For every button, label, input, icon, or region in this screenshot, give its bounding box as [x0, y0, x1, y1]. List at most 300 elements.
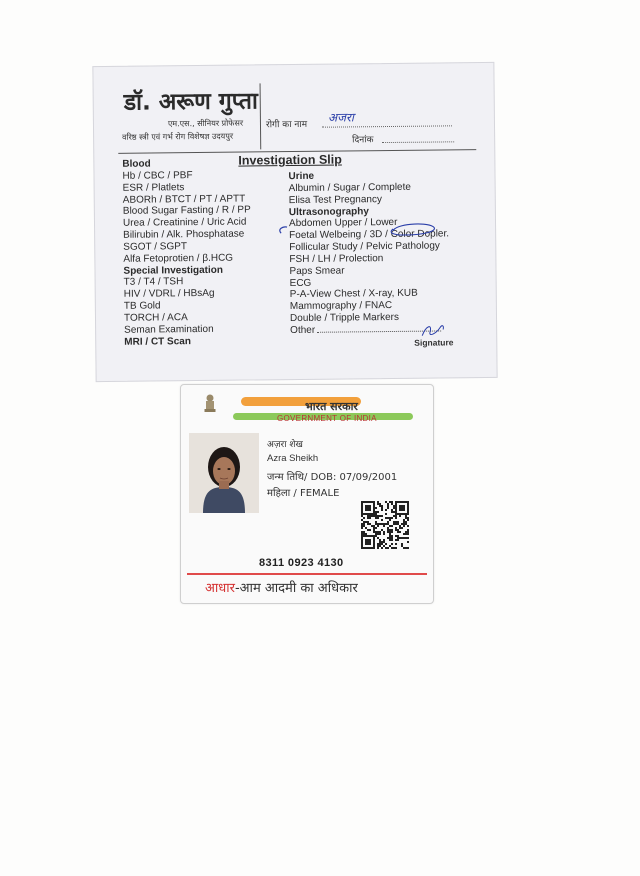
qr-module	[361, 509, 363, 511]
qr-module	[373, 535, 375, 537]
qr-module	[373, 531, 375, 533]
qr-module	[405, 537, 407, 539]
signature-label: Signature	[414, 337, 454, 348]
qr-module	[365, 527, 367, 529]
qr-module	[399, 527, 401, 529]
qr-module	[365, 505, 367, 507]
qr-module	[367, 535, 369, 537]
qr-module	[369, 547, 371, 549]
qr-module	[399, 513, 401, 515]
qr-module	[395, 529, 397, 531]
qr-module	[361, 513, 363, 515]
qr-module	[371, 501, 373, 503]
qr-module	[363, 533, 365, 535]
qr-module	[389, 519, 391, 521]
qr-module	[403, 537, 405, 539]
qr-module	[391, 511, 393, 513]
qr-module	[395, 543, 397, 545]
qr-module	[361, 503, 363, 505]
qr-module	[405, 533, 407, 535]
qr-module	[385, 523, 387, 525]
qr-module	[395, 517, 397, 519]
qr-module	[387, 517, 389, 519]
test-item: ECG	[289, 277, 312, 289]
qr-module	[387, 507, 389, 509]
qr-module	[379, 523, 381, 525]
qr-module	[391, 537, 393, 539]
card-photo	[189, 433, 259, 513]
holder-name-hindi: अज़रा शेख	[267, 440, 303, 450]
qr-module	[393, 507, 395, 509]
qr-module	[403, 509, 405, 511]
qr-module	[379, 543, 381, 545]
test-item: ABORh / BTCT / PT / APTT	[122, 193, 246, 206]
qr-module	[391, 547, 393, 549]
qr-module	[407, 517, 409, 519]
qr-module	[407, 541, 409, 543]
header-divider	[260, 83, 262, 149]
qr-module	[403, 521, 405, 523]
qr-module	[391, 543, 393, 545]
qr-module	[399, 505, 401, 507]
qr-module	[363, 513, 365, 515]
qr-module	[397, 513, 399, 515]
qr-module	[369, 517, 371, 519]
qr-module	[371, 513, 373, 515]
investigation-slip	[92, 62, 497, 382]
qr-module	[375, 511, 377, 513]
qr-module	[401, 505, 403, 507]
qr-module	[399, 525, 401, 527]
card-red-rule	[187, 573, 427, 575]
qr-module	[369, 507, 371, 509]
qr-module	[375, 515, 377, 517]
qr-code	[361, 501, 409, 549]
qr-module	[395, 547, 397, 549]
qr-module	[377, 543, 379, 545]
qr-module	[379, 505, 381, 507]
patient-name-line	[322, 125, 452, 127]
qr-module	[363, 535, 365, 537]
qr-module	[399, 515, 401, 517]
qr-module	[361, 511, 363, 513]
qr-module	[373, 511, 375, 513]
qr-module	[373, 537, 375, 539]
qr-module	[397, 535, 399, 537]
other-label: Other	[290, 324, 316, 337]
qr-module	[361, 531, 363, 533]
qr-module	[369, 523, 371, 525]
qr-module	[379, 539, 381, 541]
qr-module	[405, 521, 407, 523]
test-item: TORCH / ACA	[123, 312, 188, 324]
qr-module	[377, 523, 379, 525]
qr-module	[391, 501, 393, 503]
qr-module	[401, 543, 403, 545]
qr-module	[407, 509, 409, 511]
qr-module	[401, 527, 403, 529]
qr-module	[405, 531, 407, 533]
qr-module	[395, 513, 397, 515]
qr-module	[399, 501, 401, 503]
test-item: Follicular Study / Pelvic Pathology	[289, 240, 440, 254]
qr-module	[367, 541, 369, 543]
qr-module	[361, 539, 363, 541]
test-item: Double / Tripple Markers	[289, 312, 400, 325]
qr-module	[373, 525, 375, 527]
qr-module	[407, 519, 409, 521]
qr-module	[377, 533, 379, 535]
qr-module	[393, 515, 395, 517]
qr-module	[379, 515, 381, 517]
test-item: HIV / VDRL / HBsAg	[123, 288, 215, 301]
qr-module	[387, 523, 389, 525]
qr-module	[375, 523, 377, 525]
qr-module	[397, 521, 399, 523]
qr-module	[403, 523, 405, 525]
qr-module	[405, 513, 407, 515]
qr-module	[379, 533, 381, 535]
qr-module	[377, 503, 379, 505]
qr-module	[387, 531, 389, 533]
qr-module	[407, 531, 409, 533]
qr-module	[401, 501, 403, 503]
slip-title: Investigation Slip	[238, 152, 342, 168]
qr-module	[407, 547, 409, 549]
qr-module	[373, 527, 375, 529]
qr-module	[391, 525, 393, 527]
government-hindi-label: भारत सरकार	[305, 400, 358, 413]
test-category-heading: Urine	[288, 170, 315, 183]
qr-module	[405, 523, 407, 525]
qr-module	[377, 547, 379, 549]
qr-module	[369, 535, 371, 537]
qr-module	[381, 523, 383, 525]
qr-module	[407, 511, 409, 513]
qr-module	[395, 507, 397, 509]
qr-module	[371, 525, 373, 527]
qr-module	[373, 507, 375, 509]
test-item: SGOT / SGPT	[123, 241, 188, 253]
qr-module	[397, 537, 399, 539]
qr-module	[405, 547, 407, 549]
qr-module	[367, 521, 369, 523]
qr-module	[361, 541, 363, 543]
qr-module	[375, 531, 377, 533]
qr-module	[403, 525, 405, 527]
qr-module	[387, 521, 389, 523]
qr-module	[375, 533, 377, 535]
qr-module	[391, 535, 393, 537]
qr-module	[363, 517, 365, 519]
qr-module	[381, 541, 383, 543]
qr-module	[367, 523, 369, 525]
qr-module	[375, 517, 377, 519]
qr-module	[383, 525, 385, 527]
qr-module	[385, 509, 387, 511]
qr-module	[385, 517, 387, 519]
qr-module	[387, 529, 389, 531]
holder-gender: महिला / FEMALE	[267, 488, 340, 499]
qr-module	[361, 527, 363, 529]
patient-name-handwritten: अजरा	[327, 110, 355, 125]
qr-module	[367, 539, 369, 541]
doctor-specialization: वरिष्ठ स्त्री एवं गर्भ रोग विशेषज्ञ उदयपुर	[122, 131, 234, 142]
qr-module	[381, 519, 383, 521]
qr-module	[373, 541, 375, 543]
qr-module	[397, 531, 399, 533]
qr-module	[391, 509, 393, 511]
national-emblem-icon	[203, 393, 217, 415]
qr-module	[361, 545, 363, 547]
qr-module	[381, 507, 383, 509]
qr-module	[367, 517, 369, 519]
qr-module	[367, 501, 369, 503]
qr-module	[403, 547, 405, 549]
qr-module	[375, 527, 377, 529]
test-item: Mammography / FNAC	[289, 300, 393, 313]
qr-module	[365, 535, 367, 537]
test-item: Hb / CBC / PBF	[122, 169, 193, 182]
test-item: Blood Sugar Fasting / R / PP	[122, 204, 251, 218]
qr-module	[383, 531, 385, 533]
qr-module	[369, 513, 371, 515]
qr-module	[361, 525, 363, 527]
qr-module	[401, 513, 403, 515]
qr-module	[381, 515, 383, 517]
date-label: दिनांक	[352, 135, 374, 146]
qr-module	[401, 523, 403, 525]
test-item: Bilirubin / Alk. Phosphatase	[123, 228, 245, 241]
qr-module	[389, 533, 391, 535]
qr-module	[369, 541, 371, 543]
qr-module	[369, 529, 371, 531]
qr-module	[365, 547, 367, 549]
qr-module	[389, 501, 391, 503]
qr-module	[389, 531, 391, 533]
doctor-name: डॉ. अरूण गुप्ता	[123, 88, 259, 116]
qr-module	[383, 545, 385, 547]
qr-module	[369, 539, 371, 541]
qr-module	[399, 531, 401, 533]
qr-module	[395, 527, 397, 529]
qr-module	[363, 521, 365, 523]
qr-module	[389, 535, 391, 537]
qr-module	[395, 521, 397, 523]
test-item: T3 / T4 / TSH	[123, 276, 184, 289]
qr-module	[369, 509, 371, 511]
qr-module	[373, 503, 375, 505]
qr-module	[365, 541, 367, 543]
patient-name-label: रोगी का नाम	[265, 119, 308, 131]
test-item: Paps Smear	[289, 265, 345, 277]
qr-module	[403, 513, 405, 515]
test-category-heading: Special Investigation	[123, 264, 224, 277]
qr-module	[383, 533, 385, 535]
qr-module	[361, 519, 363, 521]
qr-module	[387, 527, 389, 529]
qr-module	[407, 537, 409, 539]
test-item: Alfa Fetoprotien / β.HCG	[123, 252, 234, 265]
test-item: Elisa Test Pregnancy	[288, 193, 383, 206]
qr-module	[395, 501, 397, 503]
qr-module	[361, 547, 363, 549]
qr-module	[387, 547, 389, 549]
qr-module	[389, 517, 391, 519]
qr-module	[367, 547, 369, 549]
qr-module	[361, 505, 363, 507]
qr-module	[361, 501, 363, 503]
qr-module	[381, 529, 383, 531]
qr-module	[369, 501, 371, 503]
qr-module	[365, 509, 367, 511]
qr-module	[377, 525, 379, 527]
qr-module	[383, 539, 385, 541]
qr-module	[393, 523, 395, 525]
qr-module	[407, 513, 409, 515]
qr-module	[407, 501, 409, 503]
qr-module	[395, 509, 397, 511]
qr-module	[403, 501, 405, 503]
motto-aadhaar-word: आधार	[205, 581, 235, 596]
qr-module	[367, 513, 369, 515]
qr-module	[365, 507, 367, 509]
qr-module	[377, 501, 379, 503]
qr-module	[373, 545, 375, 547]
qr-module	[373, 539, 375, 541]
holder-dob: जन्म तिथि/ DOB: 07/09/2001	[267, 472, 398, 483]
qr-module	[387, 537, 389, 539]
qr-module	[365, 513, 367, 515]
qr-module	[391, 517, 393, 519]
qr-module	[387, 503, 389, 505]
qr-module	[381, 505, 383, 507]
test-item: FSH / LH / Prolection	[289, 252, 384, 265]
qr-module	[401, 537, 403, 539]
qr-module	[373, 547, 375, 549]
qr-module	[367, 515, 369, 517]
test-category-heading: Ultrasonography	[288, 205, 369, 218]
holder-name: Azra Sheikh	[267, 453, 319, 464]
qr-module	[403, 519, 405, 521]
qr-module	[373, 543, 375, 545]
test-item: P-A-View Chest / X-ray, KUB	[289, 288, 418, 301]
qr-module	[377, 515, 379, 517]
qr-module	[363, 531, 365, 533]
qr-module	[369, 543, 371, 545]
qr-module	[383, 523, 385, 525]
qr-module	[403, 507, 405, 509]
qr-module	[385, 513, 387, 515]
test-item: TB Gold	[123, 300, 161, 312]
qr-module	[375, 521, 377, 523]
government-english-label: GOVERNMENT OF INDIA	[277, 414, 377, 423]
test-item: Foetal Welbeing / 3D / Color Dopler.	[289, 228, 450, 242]
qr-module	[377, 511, 379, 513]
qr-module	[395, 539, 397, 541]
qr-module	[385, 501, 387, 503]
qr-module	[377, 517, 379, 519]
qr-module	[363, 523, 365, 525]
qr-module	[363, 547, 365, 549]
qr-module	[407, 533, 409, 535]
qr-module	[397, 501, 399, 503]
qr-module	[407, 505, 409, 507]
qr-module	[379, 541, 381, 543]
qr-module	[379, 503, 381, 505]
qr-module	[363, 501, 365, 503]
date-line	[382, 141, 454, 143]
qr-module	[393, 547, 395, 549]
qr-module	[401, 507, 403, 509]
qr-module	[361, 523, 363, 525]
qr-module	[377, 537, 379, 539]
qr-module	[361, 543, 363, 545]
qr-module	[379, 545, 381, 547]
test-item: Urea / Creatinine / Uric Acid	[122, 216, 247, 230]
qr-module	[381, 547, 383, 549]
qr-module	[367, 543, 369, 545]
qr-module	[403, 533, 405, 535]
qr-module	[391, 531, 393, 533]
qr-module	[397, 539, 399, 541]
qr-module	[395, 535, 397, 537]
qr-module	[369, 515, 371, 517]
qr-module	[373, 515, 375, 517]
qr-module	[365, 533, 367, 535]
qr-module	[365, 521, 367, 523]
qr-module	[369, 505, 371, 507]
doctor-qualification: एम.एस., सीनियर प्रोफेसर	[167, 118, 244, 129]
qr-module	[395, 523, 397, 525]
aadhaar-card	[180, 384, 434, 604]
qr-module	[385, 543, 387, 545]
qr-module	[371, 535, 373, 537]
aadhaar-number: 8311 0923 4130	[259, 557, 344, 569]
handwritten-circle-mark	[275, 221, 445, 241]
card-motto	[205, 578, 358, 596]
qr-module	[371, 547, 373, 549]
qr-module	[361, 533, 363, 535]
qr-module	[373, 509, 375, 511]
qr-module	[367, 509, 369, 511]
qr-module	[405, 517, 407, 519]
qr-module	[389, 545, 391, 547]
qr-module	[391, 539, 393, 541]
qr-module	[365, 539, 367, 541]
test-item: Abdomen Upper / Lower	[288, 217, 398, 230]
qr-module	[361, 537, 363, 539]
qr-module	[389, 529, 391, 531]
qr-module	[391, 529, 393, 531]
qr-module	[407, 529, 409, 531]
qr-module	[387, 505, 389, 507]
qr-module	[373, 513, 375, 515]
qr-module	[381, 543, 383, 545]
motto-tagline: -आम आदमी का अधिकार	[234, 581, 358, 596]
qr-module	[375, 513, 377, 515]
qr-module	[399, 509, 401, 511]
qr-module	[361, 507, 363, 509]
qr-module	[391, 503, 393, 505]
portrait-image	[189, 433, 259, 513]
qr-module	[371, 515, 373, 517]
qr-module	[395, 503, 397, 505]
qr-module	[381, 509, 383, 511]
test-item: ESR / Platlets	[122, 181, 185, 194]
test-item: Albumin / Sugar / Complete	[288, 181, 411, 194]
qr-module	[395, 505, 397, 507]
